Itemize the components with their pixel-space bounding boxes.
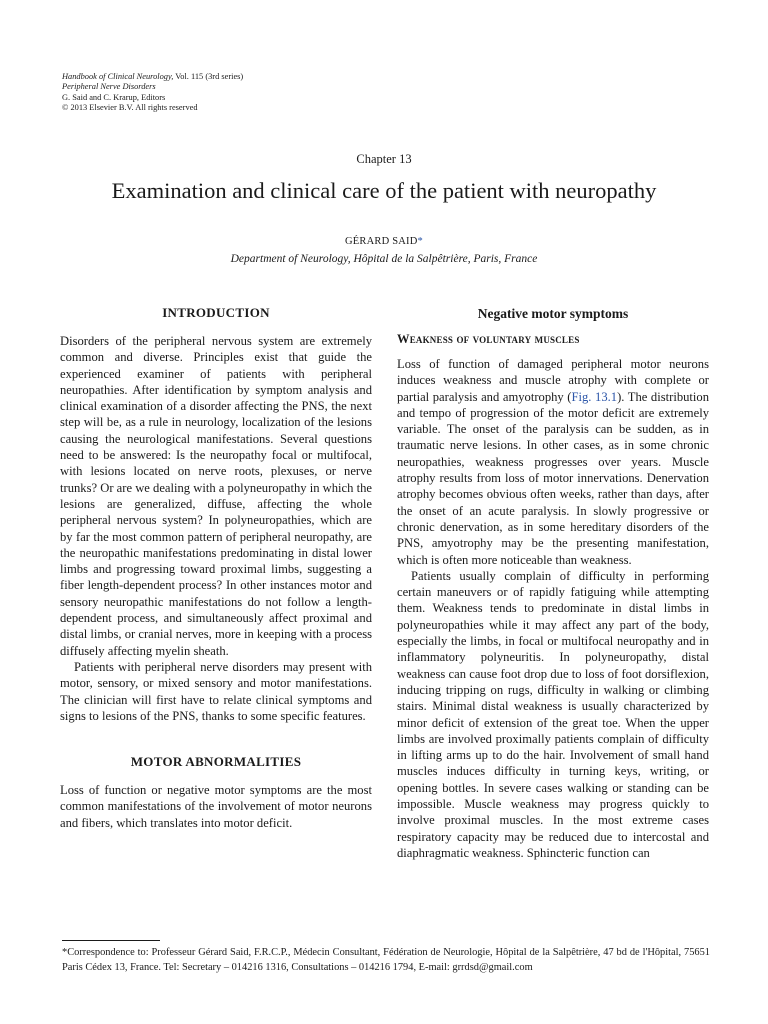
copyright: © 2013 Elsevier B.V. All rights reserved: [62, 102, 198, 112]
right-column: [397, 305, 709, 861]
weakness-text-b: ). The distribution and tempo of progression of the motor deficit are extremely variable. The onset of the paralysis can be sudden, as in traumatic nerve lesions. In other cases, as in some chronic neuropathies, weakness progresses over years. Muscle atrophy results from loss of motor innervations. Denervation atrophy becomes obvious often weeks, rather than days, after the onset of an acute paralysis. In slowly progressive or chronic denervation, as in some hereditary disorders of the PNS, amyotrophy may be the presenting manifestation, which is often more noticeable than weakness.: [397, 389, 710, 567]
affiliation: Department of Neurology, Hôpital de la Salpêtrière, Paris, France: [230, 253, 538, 265]
negative-motor-symptoms-heading: Negative motor symptoms: [477, 306, 629, 321]
correspondence-link[interactable]: *: [417, 236, 423, 247]
correspondence-footnote: *Correspondence to: Professeur Gérard Said, F.R.C.P., Médecin Consultant, Fédération de Neurologie, Hôpital de la Salpêtrière, 47 bd de l'Hôpital, 75651 Paris Cédex 13, France. Tel: Secretary – 014216 1316, Consultations – 014216 1794, E-mail: grrdsd@gmail.com: [62, 947, 710, 973]
weakness-heading: Weakness of voluntary muscles: [397, 332, 580, 346]
weakness-paragraph-2: Patients usually complain of difficulty in performing certain maneuvers or of rapidly fatiguing while attempting them. Weakness tends to predominate in distal limbs in polyneuropathies while it may affect any part of the body, especially the limbs, in focal or multifocal neuropathy and in inflammatory polyneuritis. In polyneuropathy, distal weakness can cause foot drop due to loss of foot dorsiflexion, inducing tripping on rugs, difficulty in walking or climbing stairs. Minimal distal weakness is usually characterized by minor deficit of extension of the great toe. When the upper limbs are involved proximally patients complain of difficulty in lifting arms up to do the hair. Involvement of small hand muscles induces difficulty in turning keys, writing, or opening bottles. In severe cases walking or standing can be impossible. Muscle weakness may progress quickly to involve proximal muscles. In the most extreme cases respiratory capacity may be reduced due to intercostal and diaphragmatic weakness. Sphincteric function can: [397, 568, 709, 860]
chapter-label: Chapter 13: [356, 152, 412, 166]
series-title: Handbook of Clinical Neurology,: [62, 72, 174, 81]
intro-paragraph-1: Disorders of the peripheral nervous system are extremely common and diverse. Principles exist that guide the experienced examiner of patients with peripheral neuropathies. After identification by symptom analysis and clinical examination of a disorder affecting the PNS, the next step will be, as a rule in neurology, localization of the lesions causing the neurological manifestations. Several questions need to be answered: Is the neuropathy focal or multifocal, with lesions located on nerve roots, plexuses, or nerve trunks? Or are we dealing with a polyneuropathy in which the lesions are generalized, diffuse, affecting the whole peripheral nervous system? In polyneuropathies, which are by far the most common pattern of peripheral neuropathy, are the neuropathic manifestations predominating in distal lower limbs and progressing toward proximal limbs, suggesting a fiber length-dependent process? In other instances motor and sensory neuropathic manifestations do not follow a length-dependent process, and simultaneously affect proximal and distal limbs, or cranial nerves, more in keeping with a process diffusely affecting myelin sheath.: [60, 334, 372, 658]
author-name: GÉRARD SAID: [345, 236, 418, 247]
editors: G. Said and C. Krarup, Editors: [62, 92, 166, 102]
weakness-paragraph-1: [397, 356, 709, 568]
chapter-title: Examination and clinical care of the patient with neuropathy: [111, 178, 657, 203]
book-title: Peripheral Nerve Disorders: [62, 82, 156, 92]
motor-paragraph-1: Loss of function or negative motor symptoms are the most common manifestations of the involvement of motor neurons and fibers, which translates into motor deficit.: [60, 783, 372, 830]
left-column: [60, 305, 372, 831]
header-series-line: [62, 72, 243, 82]
weakness-text-a: Loss of function of damaged peripheral motor neurons induces weakness and muscle atrophy with complete or partial paralysis and amyotrophy (: [397, 357, 709, 404]
figure-link[interactable]: Fig. 13.1: [571, 389, 618, 404]
section-gap: [60, 724, 372, 754]
motor-abnormalities-heading: MOTOR ABNORMALITIES: [130, 754, 302, 770]
series-volume: Vol. 115 (3rd series): [173, 72, 244, 81]
intro-paragraph-2: Patients with peripheral nerve disorders may present with motor, sensory, or mixed sensory and motor manifestations. The clinician will first have to relate clinical symptoms and signs to lesions of the PNS, thanks to some specific features.: [60, 659, 372, 723]
author-line: [0, 236, 768, 247]
book-header: [62, 72, 243, 113]
footnote-rule: [62, 940, 160, 941]
introduction-heading: INTRODUCTION: [162, 305, 270, 320]
